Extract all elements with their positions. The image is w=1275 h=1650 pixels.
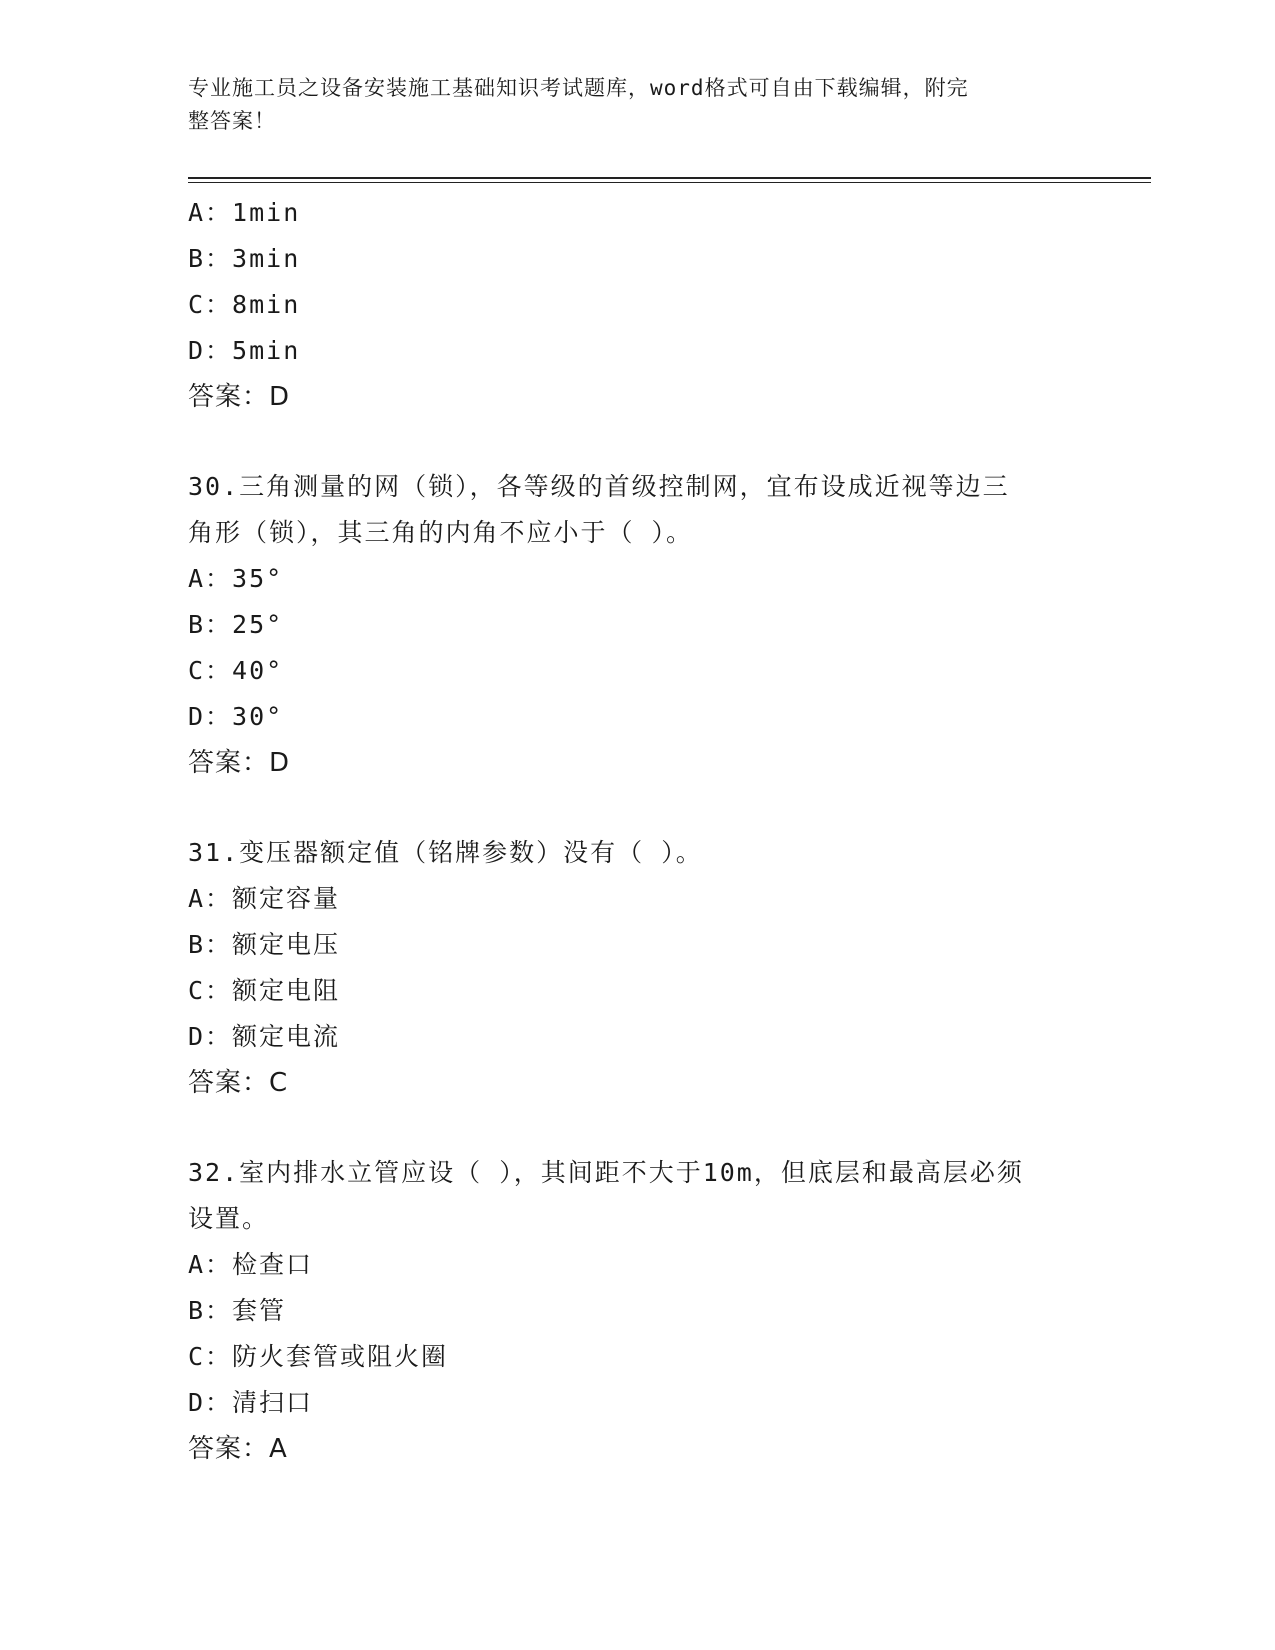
answer-line: 答案：D <box>188 382 291 412</box>
answer-line: 答案：D <box>188 748 291 778</box>
option-d: D：30° <box>188 702 284 731</box>
question-text-line-1: 30.三角测量的网（锁），各等级的首级控制网，宜布设成近视等边三 <box>188 472 1010 501</box>
option-b: B：额定电压 <box>188 930 341 959</box>
question-block-31 <box>188 830 1088 1106</box>
option-a: A：检查口 <box>188 1250 314 1279</box>
option-c: C：防火套管或阻火圈 <box>188 1342 449 1371</box>
question-text-line-1: 31.变压器额定值（铭牌参数）没有（ ）。 <box>188 838 703 867</box>
option-b: B：套管 <box>188 1296 287 1325</box>
question-block-30 <box>188 464 1088 786</box>
question-block-32 <box>188 1150 1088 1472</box>
header-line-1: 专业施工员之设备安装施工基础知识考试题库，word格式可自由下载编辑，附完 <box>188 76 969 100</box>
header-divider-thick <box>188 177 1151 179</box>
question-text-line-2: 角形（锁），其三角的内角不应小于（ ）。 <box>188 518 694 547</box>
option-c: C：40° <box>188 656 284 685</box>
option-d: D：额定电流 <box>188 1022 341 1051</box>
answer-line: 答案：C <box>188 1068 289 1098</box>
option-a: A：35° <box>188 564 284 593</box>
document-header <box>188 72 1068 138</box>
option-a: A：1min <box>188 198 301 227</box>
option-b: B：3min <box>188 244 301 273</box>
question-text-line-1: 32.室内排水立管应设（ ），其间距不大于10m，但底层和最高层必须 <box>188 1158 1024 1187</box>
option-a: A：额定容量 <box>188 884 341 913</box>
option-d: D：5min <box>188 336 301 365</box>
question-list <box>188 190 1088 1472</box>
answer-line: 答案：A <box>188 1434 288 1464</box>
question-text-line-2: 设置。 <box>188 1204 270 1233</box>
option-c: C：额定电阻 <box>188 976 341 1005</box>
question-block-29 <box>188 190 1088 420</box>
option-b: B：25° <box>188 610 284 639</box>
header-divider-thin <box>188 182 1151 183</box>
option-d: D：清扫口 <box>188 1388 314 1417</box>
option-c: C：8min <box>188 290 301 319</box>
header-line-2: 整答案！ <box>188 109 276 133</box>
